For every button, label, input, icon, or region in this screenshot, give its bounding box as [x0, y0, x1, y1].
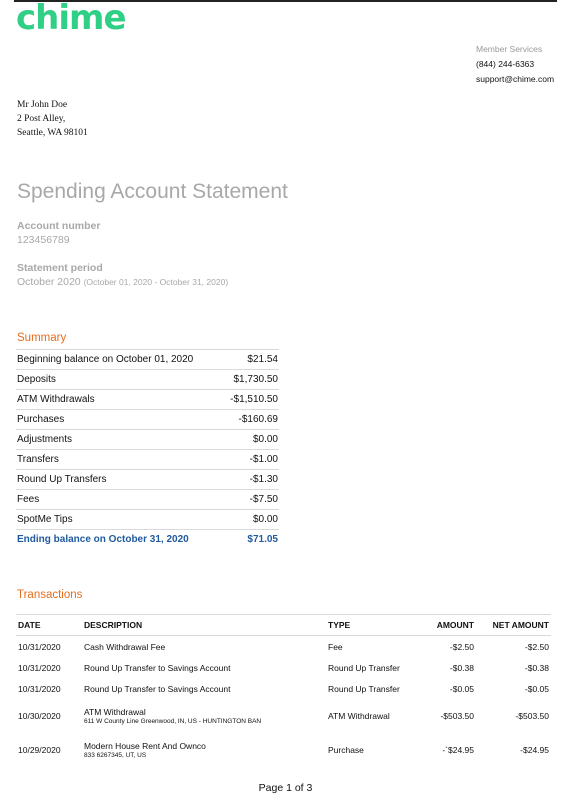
- account-number-label: Account number: [17, 220, 101, 232]
- statement-period: [17, 276, 228, 288]
- transaction-date: 10/31/2020: [18, 662, 61, 673]
- summary-row: [16, 430, 279, 450]
- transaction-row: [16, 733, 551, 767]
- statement-period-label: Statement period: [17, 262, 103, 274]
- summary-row-value: $0.00: [252, 434, 278, 445]
- statement-period-month: October 2020: [17, 276, 81, 288]
- summary-row-value: $21.54: [247, 354, 278, 365]
- summary-row-value: -$7.50: [249, 494, 278, 505]
- transaction-description-detail: 611 W County Line Greenwood, IN, US - HUNTINGTON BAN: [84, 718, 262, 725]
- mailing-address: [17, 98, 88, 140]
- summary-row: [16, 370, 279, 390]
- summary-row: [16, 470, 279, 490]
- transaction-net-amount: -$0.38: [524, 662, 549, 673]
- summary-row-label: SpotMe Tips: [17, 514, 73, 525]
- transaction-net-amount: -$24.95: [520, 745, 549, 755]
- transaction-date: 10/29/2020: [18, 745, 61, 755]
- transaction-date: 10/31/2020: [18, 641, 61, 652]
- summary-row-label: Fees: [17, 494, 40, 505]
- transaction-description-detail: 833 6267345, UT, US: [84, 752, 147, 759]
- transaction-row: [16, 699, 551, 733]
- transaction-description-main: Cash Withdrawal Fee: [84, 641, 166, 652]
- transaction-description: [82, 699, 326, 733]
- transaction-description: [82, 678, 326, 699]
- transactions-table: [16, 614, 551, 767]
- transaction-description-main: Round Up Transfer to Savings Account: [84, 662, 231, 673]
- transaction-amount: -`$24.95: [442, 745, 474, 755]
- member-services-label: Member Services: [476, 44, 543, 54]
- transactions-body: [16, 636, 551, 768]
- transaction-row: [16, 636, 551, 658]
- transaction-description: [82, 733, 326, 767]
- ending-balance-value: $71.05: [247, 534, 278, 545]
- summary-row: [16, 450, 279, 470]
- transaction-type: Purchase: [328, 745, 364, 755]
- summary-row-value: -$1.00: [249, 454, 278, 465]
- summary-row-value: $1,730.50: [233, 374, 278, 385]
- transaction-type: Fee: [328, 641, 343, 652]
- transaction-row: [16, 678, 551, 699]
- summary-row-label: Beginning balance on October 01, 2020: [17, 354, 194, 365]
- support-email: support@chime.com: [476, 74, 555, 84]
- summary-row-label: Round Up Transfers: [17, 474, 107, 485]
- chime-logo: chime: [16, 0, 126, 38]
- summary-title: Summary: [17, 332, 67, 344]
- transaction-description-main: Round Up Transfer to Savings Account: [84, 683, 231, 694]
- member-services-contact: [476, 42, 554, 87]
- summary-table: [16, 349, 279, 549]
- summary-row-label: Transfers: [17, 454, 59, 465]
- transaction-row: [16, 657, 551, 678]
- transaction-type: Round Up Transfer: [328, 662, 400, 673]
- address-line-2: Seattle, WA 98101: [17, 128, 88, 138]
- summary-row-value: -$1,510.50: [230, 394, 278, 405]
- transaction-amount: -$2.50: [449, 641, 474, 652]
- transaction-type: Round Up Transfer: [328, 683, 400, 694]
- transaction-description-main: ATM Withdrawal: [84, 707, 146, 717]
- summary-row-value: -$160.69: [238, 414, 278, 425]
- address-line-1: 2 Post Alley,: [17, 114, 66, 124]
- statement-period-range: (October 01, 2020 - October 31, 2020): [83, 277, 229, 287]
- header-net-amount: NET AMOUNT: [476, 615, 551, 636]
- header-amount: AMOUNT: [416, 615, 476, 636]
- transactions-header-row: [16, 615, 551, 636]
- header-date: DATE: [16, 615, 82, 636]
- phone-number: (844) 244-6363: [476, 59, 535, 69]
- transaction-net-amount: -$2.50: [524, 641, 549, 652]
- transaction-amount: -$0.05: [449, 683, 474, 694]
- header-description: DESCRIPTION: [82, 615, 326, 636]
- summary-row: [16, 510, 279, 530]
- account-number: 123456789: [17, 234, 70, 246]
- summary-row: [16, 410, 279, 430]
- ending-balance-label: Ending balance on October 31, 2020: [17, 534, 189, 545]
- summary-row-label: Purchases: [17, 414, 65, 425]
- summary-row: [16, 390, 279, 410]
- transaction-amount: -$503.50: [440, 711, 474, 721]
- summary-row-label: Deposits: [17, 374, 56, 385]
- transaction-date: 10/31/2020: [18, 683, 61, 694]
- transaction-description: [82, 636, 326, 658]
- summary-row-value: -$1.30: [249, 474, 278, 485]
- transaction-amount: -$0.38: [449, 662, 474, 673]
- summary-row: [16, 349, 279, 370]
- statement-title: Spending Account Statement: [17, 180, 288, 203]
- transaction-description: [82, 657, 326, 678]
- page-number: Page 1 of 3: [258, 782, 313, 794]
- transaction-net-amount: -$0.05: [524, 683, 549, 694]
- summary-row: [16, 490, 279, 510]
- transaction-net-amount: -$503.50: [515, 711, 549, 721]
- transaction-date: 10/30/2020: [18, 711, 61, 721]
- ending-balance-row: [16, 530, 279, 549]
- summary-row-label: Adjustments: [17, 434, 73, 445]
- recipient-name: Mr John Doe: [17, 100, 68, 110]
- transaction-type: ATM Withdrawal: [328, 711, 390, 721]
- transaction-description-main: Modern House Rent And Ownco: [84, 741, 206, 751]
- summary-row-label: ATM Withdrawals: [17, 394, 95, 405]
- header-type: TYPE: [326, 615, 416, 636]
- summary-row-value: $0.00: [252, 514, 278, 525]
- transactions-title: Transactions: [17, 589, 83, 601]
